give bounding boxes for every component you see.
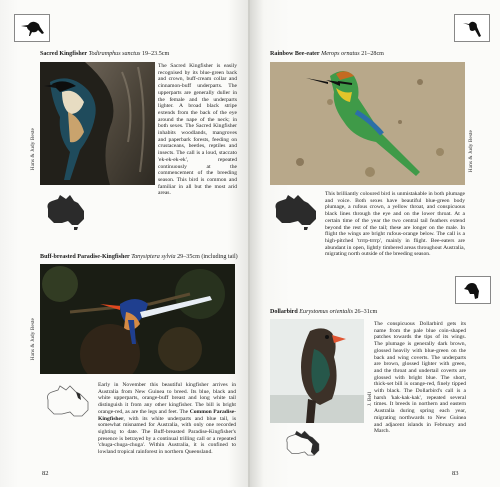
size-range: 21–28cm — [361, 51, 384, 57]
species-description: The conspicuous Dollarbird gets its name from the pale blue coin-shaped patches towards the tips of its wings. The plumage is generally dark brown, glossed heavily with blue-green on the back and wing coverts. The underparts are brown, glossed lighter with green, and the throat and undertail coverts are glossed with bright blue. The short, thick-set bill is orange-red, finely tipped with black. The Dollarbird's call is a harsh 'kak-kak-kak', repeated several times. It breeds in northern and eastern Australia during spring each year, migrating northwards to New Guinea and adjacent islands in February and March. — [374, 321, 466, 435]
section-tab-right — [454, 14, 490, 42]
scientific-name: Tanysiptera sylvia — [131, 254, 176, 260]
rainbow-bee-eater-photo — [270, 62, 465, 185]
section-tab-dollarbird — [455, 276, 491, 304]
page-number: 82 — [42, 470, 49, 477]
species-name: Rainbow Bee-eater — [270, 51, 320, 57]
sacred-kingfisher-description-top — [158, 63, 237, 197]
section-tab-left — [14, 14, 50, 42]
dollarbird-silhouette-icon — [460, 279, 486, 301]
page-number: 83 — [452, 470, 459, 477]
paradise-kingfisher-distribution-map — [44, 382, 92, 422]
photo-credit: Hans & Judy Beste — [30, 318, 36, 361]
rainbow-bee-eater-description — [325, 191, 465, 258]
dollarbird-description — [374, 321, 466, 435]
bee-eater-silhouette-icon — [459, 17, 485, 39]
scientific-name: Todiramphus sanctus — [88, 51, 141, 57]
photo-credit: J. Bell — [367, 392, 373, 407]
paradise-kingfisher-heading — [40, 254, 238, 260]
species-name: Dollarbird — [270, 309, 298, 315]
dollarbird-distribution-map — [284, 428, 322, 460]
species-description: This brilliantly coloured bird is unmistakable in both plumage and voice. Both sexes have beautiful blue-green body plumage, a rufous crown, a yellow throat, and conspicuous black lines through the eye and on the lower throat. At a certain time of the year the two central tail feathers extend beyond the rest of the tail; these are longer on the male. In flight the wings are bright rufous-orange below. The call is a high-pitched 'trrrp-trrrp', mainly in flight. Bee-eaters are abundant in open, lightly timbered areas throughout Australia, migrating north outside of the breeding season. — [325, 191, 465, 258]
photo-credit: Hans & Judy Beste — [30, 128, 36, 171]
species-name: Sacred Kingfisher — [40, 51, 88, 57]
dollarbird-heading — [270, 309, 377, 315]
species-name: Buff-breasted Paradise-Kingfisher — [40, 254, 130, 260]
size-range: 29–35cm (including tail) — [177, 254, 238, 260]
size-range: 19–23.5cm — [141, 51, 170, 57]
dollarbird-photo — [270, 319, 364, 423]
sacred-kingfisher-distribution-map — [44, 193, 88, 231]
size-range: 26–31cm — [354, 309, 378, 315]
scientific-name: Merops ornatus — [321, 51, 360, 57]
kingfisher-silhouette-icon — [19, 17, 45, 39]
paradise-kingfisher-description: Early in November this beautiful kingfisher arrives in Australia from New Guinea to breed. Its blue, black and white upperparts, orange-buff breast and long white tail distinguish it from any other kingfisher. The bill is bright orange-red, as are the legs and feet. The Common Paradise-Kingfisher, with its white underparts and blue tail, is somewhat misnamed for Australia, with only one recorded sighting to date. The Buff-breasted Paradise-Kingfisher's presence is betrayed by a continual trilling call or a repeated 'chuga-chuga-chuga'. Within Australia, it is confined to lowland tropical rainforest in northern Queensland. — [98, 382, 236, 456]
right-page — [250, 0, 500, 487]
rainbow-bee-eater-heading — [270, 51, 384, 57]
scientific-name: Eurystomus orientalis — [299, 309, 353, 315]
paradise-kingfisher-photo — [40, 264, 235, 374]
sacred-kingfisher-heading — [40, 51, 169, 57]
photo-credit: Hans & Judy Beste — [468, 130, 474, 173]
rainbow-bee-eater-distribution-map — [272, 191, 320, 231]
sacred-kingfisher-photo — [40, 62, 155, 185]
species-description: The Sacred Kingfisher is easily recognised by its blue-green back and crown, buff-cream collar and cinnamon-buff underparts. The upperparts are generally duller in the female and the underparts lighter. A broad black stripe extends from the back of the eye around the nape of the neck; in both sexes. The Sacred Kingfisher inhabits woodlands, mangroves and paperbark forests, feeding on crustaceans, beetles, reptiles and insects. The call is a loud, staccato 'ek-ek-ek-ek', repeated continuously at the commencement of the breeding season. This bird is common and familiar in all but the most arid areas. — [158, 63, 237, 197]
related-species-name: Common Paradise-Kingfisher — [98, 408, 236, 422]
